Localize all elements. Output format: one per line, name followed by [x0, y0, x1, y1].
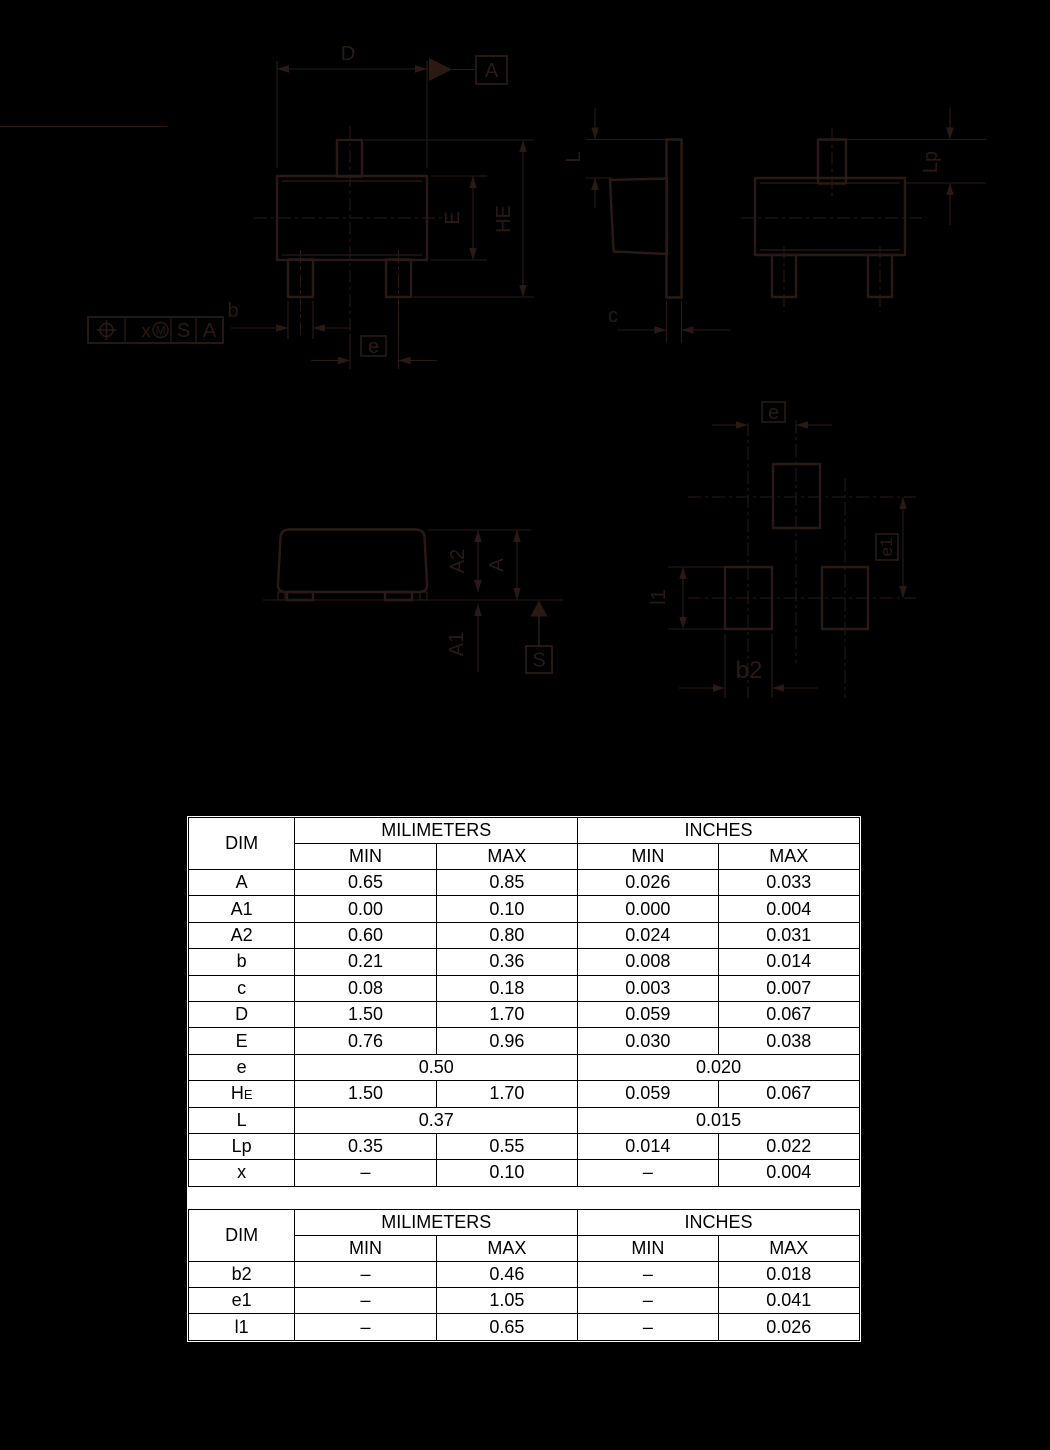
datum-triangle [429, 58, 452, 81]
cell-in-min: 0.059 [578, 1001, 718, 1027]
position-tolerance-icon [97, 320, 117, 340]
cell-in-value: 0.015 [578, 1107, 860, 1133]
dim-row-b2 [189, 1261, 860, 1287]
side-view [563, 108, 730, 343]
dim-row-he [189, 1081, 860, 1107]
dim-row-c [189, 975, 860, 1001]
header-mm-min: MIN [295, 844, 436, 870]
dim-e-land [712, 402, 832, 425]
cell-dim: A2 [189, 922, 295, 948]
cell-in-max: 0.033 [718, 870, 859, 896]
dim-row-a1 [189, 896, 860, 922]
cell-mm-max: 0.10 [436, 1160, 577, 1186]
dim-label-D: D [340, 43, 356, 65]
cell-mm-min: 0.35 [295, 1133, 436, 1159]
cell-in-max: 0.004 [718, 896, 859, 922]
cell-dim: L [189, 1107, 295, 1133]
datum-label-A: A [484, 60, 499, 82]
dim-D [277, 43, 427, 168]
cell-mm-min: 0.08 [295, 975, 436, 1001]
cell-in-min: – [578, 1160, 718, 1186]
dim-label-HE: HE [493, 205, 515, 233]
dim-row-d [189, 1001, 860, 1027]
dim-label-e: e [367, 336, 380, 358]
cell-mm-min: – [295, 1160, 436, 1186]
cell-in-max: 0.041 [718, 1288, 859, 1314]
end-flange-left [278, 592, 285, 600]
cell-in-min: – [578, 1288, 718, 1314]
dim-label-L: L [563, 151, 585, 163]
cell-in-max: 0.067 [718, 1081, 859, 1107]
header-mm-max: MAX [436, 1235, 577, 1261]
cell-mm-min: 0.21 [295, 949, 436, 975]
cell-dim: e1 [189, 1288, 295, 1314]
cell-in-min: 0.059 [578, 1081, 718, 1107]
cell-mm-min: 0.76 [295, 1028, 436, 1054]
header-millimeters: MILIMETERS [295, 1209, 578, 1235]
datum-S [526, 601, 552, 674]
dim-label-b2: b2 [735, 657, 763, 684]
cell-dim: Lp [189, 1133, 295, 1159]
cell-in-min: 0.030 [578, 1028, 718, 1054]
datum-label-S: S [532, 649, 546, 672]
cell-mm-max: 0.96 [436, 1028, 577, 1054]
lead-strip [667, 140, 682, 298]
cell-dim: HE [189, 1081, 295, 1107]
land-pattern [648, 402, 916, 698]
cell-mm-min: 0.65 [295, 870, 436, 896]
header-inches: INCHES [578, 818, 860, 844]
header-dim: DIM [189, 1209, 295, 1261]
profile-view [263, 530, 563, 674]
mmc-modifier-icon [153, 323, 168, 338]
dim-label-l1: l1 [648, 589, 670, 605]
dim-row-e [189, 1054, 860, 1080]
cell-dim: b2 [189, 1261, 295, 1287]
lead-tab-left [287, 592, 313, 600]
cell-in-max: 0.014 [718, 949, 859, 975]
dim-b [227, 300, 351, 339]
header-mm-max: MAX [436, 844, 577, 870]
svg-text:M: M [155, 323, 166, 338]
dim-c [608, 301, 730, 343]
header-in-min: MIN [578, 844, 718, 870]
header-in-max: MAX [718, 844, 859, 870]
land-pattern-dimension-table [188, 1209, 860, 1341]
end-flange-right [420, 592, 427, 600]
header-inches: INCHES [578, 1209, 860, 1235]
dim-label-b: b [227, 300, 239, 322]
cell-mm-min: – [295, 1288, 436, 1314]
dim-Lp [847, 108, 986, 225]
cell-mm-max: 0.18 [436, 975, 577, 1001]
cell-mm-min: – [295, 1261, 436, 1287]
dim-row-e [189, 1028, 860, 1054]
cell-dim: A [189, 870, 295, 896]
dim-A1 [446, 604, 478, 672]
dim-label-A2: A2 [447, 548, 469, 574]
dim-label-A1: A1 [446, 631, 468, 657]
datum-triangle [531, 601, 548, 617]
body-profile [278, 530, 427, 593]
cell-in-max: 0.067 [718, 1001, 859, 1027]
cell-in-min: 0.003 [578, 975, 718, 1001]
cell-in-max: 0.007 [718, 975, 859, 1001]
cell-mm-min: 1.50 [295, 1081, 436, 1107]
front-view [741, 108, 986, 312]
lead-tab-right [385, 592, 412, 600]
dim-row-l1 [189, 1314, 860, 1340]
dim-L [563, 108, 668, 208]
dim-row-e1 [189, 1288, 860, 1314]
cell-mm-max: 0.36 [436, 949, 577, 975]
dim-row-b [189, 949, 860, 975]
header-mm-min: MIN [295, 1235, 436, 1261]
package-dimension-table [188, 817, 860, 1187]
cell-in-max: 0.004 [718, 1160, 859, 1186]
cell-dim: D [189, 1001, 295, 1027]
top-view [88, 43, 534, 369]
cell-mm-max: 0.85 [436, 870, 577, 896]
cell-mm-value: 0.50 [295, 1054, 578, 1080]
header-dim: DIM [189, 818, 295, 870]
cell-mm-max: 1.05 [436, 1288, 577, 1314]
dimension-tables-panel [185, 814, 863, 1344]
cell-dim: b [189, 949, 295, 975]
dim-row-a2 [189, 922, 860, 948]
cell-in-max: 0.026 [718, 1314, 859, 1340]
fcf-datum-S: S [176, 320, 191, 342]
dim-label-E: E [442, 211, 464, 225]
cell-dim: x [189, 1160, 295, 1186]
cell-in-min: – [578, 1314, 718, 1340]
cell-mm-max: 0.65 [436, 1314, 577, 1340]
cell-in-min: 0.008 [578, 949, 718, 975]
cell-mm-min: 0.60 [295, 922, 436, 948]
table-gap [188, 1187, 860, 1209]
cell-mm-max: 0.80 [436, 922, 577, 948]
cell-in-value: 0.020 [578, 1054, 860, 1080]
cell-mm-max: 0.46 [436, 1261, 577, 1287]
feature-control-frame [88, 317, 223, 343]
dim-e1 [876, 497, 903, 598]
cell-mm-min: 0.00 [295, 896, 436, 922]
dim-row-x [189, 1160, 860, 1186]
cell-in-min: 0.014 [578, 1133, 718, 1159]
cell-dim: l1 [189, 1314, 295, 1340]
dim-label-e1: e1 [877, 537, 896, 557]
cell-in-min: 0.026 [578, 870, 718, 896]
package-body-outline [755, 178, 905, 255]
fcf-tolerance-x: x [141, 321, 151, 341]
dim-label-c: c [608, 305, 618, 327]
dim-e-pitch [311, 306, 437, 369]
cell-in-max: 0.018 [718, 1261, 859, 1287]
dim-label-A: A [486, 558, 508, 572]
header-in-min: MIN [578, 1235, 718, 1261]
cell-mm-max: 0.10 [436, 896, 577, 922]
cell-dim: A1 [189, 896, 295, 922]
dim-row-lp [189, 1133, 860, 1159]
fcf-datum-A: A [202, 320, 217, 342]
cell-in-min: – [578, 1261, 718, 1287]
cell-dim: E [189, 1028, 295, 1054]
dim-row-a [189, 870, 860, 896]
cell-dim: c [189, 975, 295, 1001]
cell-in-max: 0.031 [718, 922, 859, 948]
cell-mm-min: 1.50 [295, 1001, 436, 1027]
cell-mm-max: 0.55 [436, 1133, 577, 1159]
dim-A [486, 530, 517, 600]
cell-in-min: 0.000 [578, 896, 718, 922]
cell-in-min: 0.024 [578, 922, 718, 948]
dim-row-l [189, 1107, 860, 1133]
cell-mm-min: – [295, 1314, 436, 1340]
dim-A2 [447, 530, 478, 592]
cell-in-max: 0.038 [718, 1028, 859, 1054]
cell-in-max: 0.022 [718, 1133, 859, 1159]
datum-A [429, 56, 507, 84]
header-millimeters: MILIMETERS [295, 818, 578, 844]
cell-mm-max: 1.70 [436, 1081, 577, 1107]
cell-mm-max: 1.70 [436, 1001, 577, 1027]
cell-dim: e [189, 1054, 295, 1080]
header-in-max: MAX [718, 1235, 859, 1261]
body-profile [610, 179, 667, 255]
dim-label-Lp: Lp [920, 150, 942, 174]
cell-mm-value: 0.37 [295, 1107, 578, 1133]
dim-label-e: e [767, 402, 780, 424]
